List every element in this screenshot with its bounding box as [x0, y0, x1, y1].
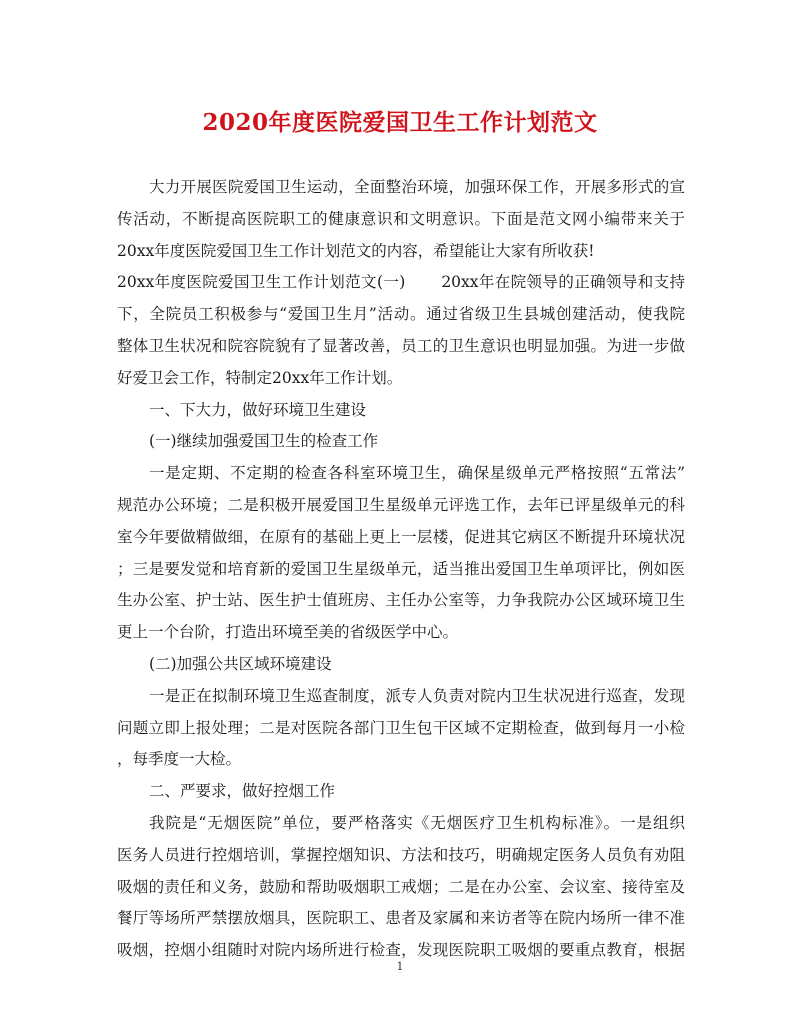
- paragraph-line: 我院是“无烟医院”单位，要严格落实《无烟医疗卫生机构标准》。一是组织: [149, 813, 685, 832]
- subheading-inspection: (一)继续加强爱国卫生的检查工作: [149, 432, 379, 451]
- document-body: [117, 172, 685, 967]
- section-one-line: 下，全院员工积极参与“爱国卫生月”活动。通过省级卫生县城创建活动，使我院: [117, 305, 685, 324]
- paragraph-line: 室今年要做精做细，在原有的基础上更上一层楼，促进其它病区不断提升环境状况: [117, 527, 685, 546]
- paragraph-line: ，每季度一大检。: [117, 750, 242, 769]
- intro-line: 20xx年度医院爱国卫生工作计划范文的内容，希望能让大家有所收获!: [117, 241, 595, 260]
- intro-line: 大力开展医院爱国卫生运动，全面整治环境，加强环保工作，开展多形式的宣: [149, 178, 685, 196]
- section-one-line: 整体卫生状况和院容院貌有了显著改善，员工的卫生意识也明显加强。为进一步做: [117, 336, 685, 355]
- subheading-public-area: (二)加强公共区域环境建设: [149, 654, 332, 673]
- paragraph-line: 生办公室、护士站、医生护士值班房、主任办公室等，力争我院办公区域环境卫生: [117, 591, 685, 610]
- paragraph-line: 吸烟的责任和义务，鼓励和帮助吸烟职工戒烟；二是在办公室、会议室、接待室及: [117, 877, 685, 896]
- heading-environment: 一、下大力，做好环境卫生建设: [149, 400, 367, 419]
- paragraph-line: 医务人员进行控烟培训，掌握控烟知识、方法和技巧，明确规定医务人员负有劝阻: [117, 845, 685, 864]
- paragraph-line: 一是定期、不定期的检查各科室环境卫生，确保星级单元严格按照“五常法”: [149, 464, 685, 483]
- section-one-heading: 20xx年度医院爱国卫生工作计划范文(一): [117, 273, 406, 292]
- section-one-first-line: [117, 267, 685, 299]
- page-title: 2020年度医院爱国卫生工作计划范文: [202, 109, 598, 136]
- paragraph-line: 餐厅等场所严禁摆放烟具，医院职工、患者及家属和来访者等在院内场所一律不准: [117, 909, 685, 928]
- page-number: 1: [396, 960, 404, 973]
- section-one-line: 好爱卫会工作，特制定20xx年工作计划。: [117, 368, 403, 387]
- paragraph-line: 问题立即上报处理；二是对医院各部门卫生包干区域不定期检查，做到每月一小检: [117, 718, 685, 737]
- paragraph-line: 吸烟，控烟小组随时对院内场所进行检查，发现医院职工吸烟的要重点教育，根据: [117, 941, 685, 960]
- heading-tobacco-control: 二、严要求，做好控烟工作: [149, 782, 336, 801]
- paragraph-line: 更上一个台阶，打造出环境至美的省级医学中心。: [117, 623, 459, 642]
- paragraph-line: ；三是要发觉和培育新的爱国卫生星级单元，适当推出爱国卫生单项评比，例如医: [117, 559, 685, 578]
- intro-line: 传活动，不断提高医院职工的健康意识和文明意识。下面是范文网小编带来关于: [117, 209, 685, 228]
- section-one-line: 20xx年在院领导的正确领导和支持: [441, 273, 685, 292]
- paragraph-line: 一是正在拟制环境卫生巡查制度，派专人负责对院内卫生状况进行巡查，发现: [149, 686, 685, 705]
- paragraph-line: 规范办公环境；二是积极开展爱国卫生星级单元评选工作，去年已评星级单元的科: [117, 495, 685, 514]
